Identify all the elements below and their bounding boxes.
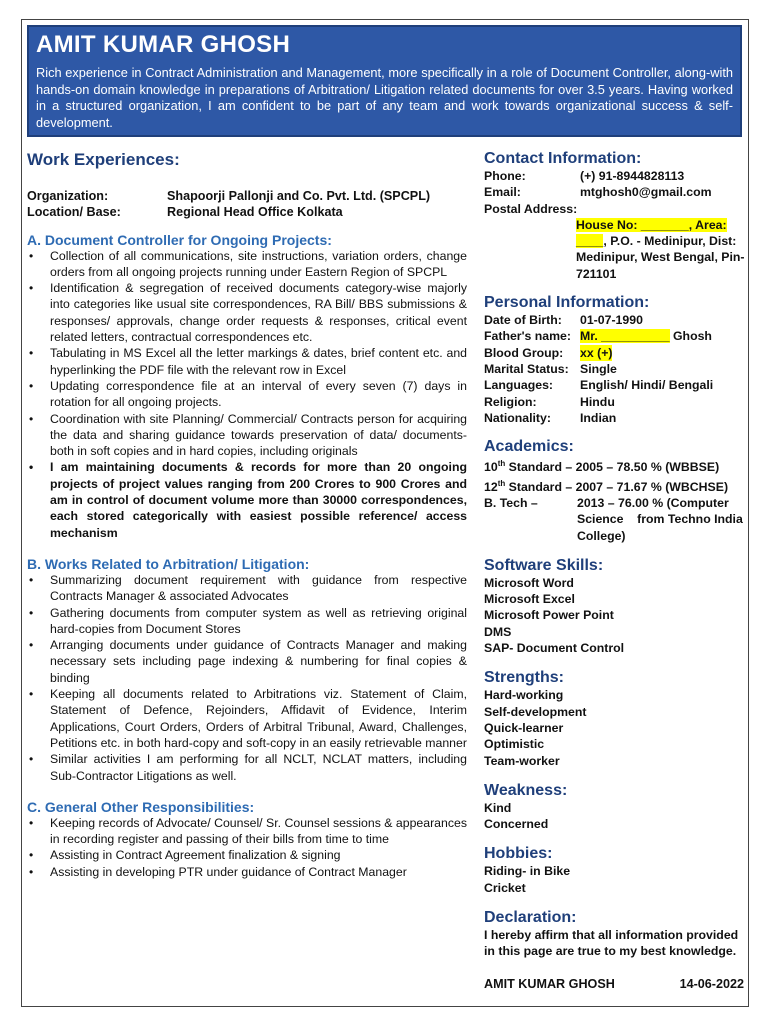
blood-label: Blood Group:	[484, 345, 564, 360]
list-item: Microsoft Excel	[484, 592, 575, 607]
father-highlight: Mr. __________	[580, 329, 670, 344]
academics-12-sup: th	[497, 478, 506, 488]
list-item: Hard-working	[484, 688, 564, 703]
list-item: • Gathering documents from computer system as well as retrieving original hard-copies from Document Stores	[27, 605, 467, 638]
academics-title: Academics:	[484, 438, 574, 456]
religion-value: Hindu	[580, 394, 615, 409]
list-item: • Summarizing document requirement with guidance from respective Contracts Manager & associated Advocates	[27, 572, 467, 605]
list-item: • Keeping records of Advocate/ Counsel/ Sr. Counsel sessions & appearances in recording register and passing of their bills from time to time	[27, 815, 467, 848]
nationality-label: Nationality:	[484, 410, 551, 425]
strengths-title: Strengths:	[484, 669, 564, 687]
list-item: • I am maintaining documents & records for more than 20 ongoing projects of project values ranging from 200 Crores to 900 Crores and am in control of document volume more than 30000 correspondences, each stored categorically with easiest possible reference/ access mechanism	[27, 459, 467, 540]
right-column	[484, 150, 746, 991]
signature-row	[484, 977, 744, 991]
academics-12-detail: Standard – 2007 – 71.67 % (WBCHSE)	[505, 479, 729, 494]
list-item: Team-worker	[484, 753, 560, 768]
nationality-value: Indian	[580, 410, 617, 425]
contact-block	[484, 168, 746, 282]
list-item: Concerned	[484, 817, 549, 832]
list-item: • Tabulating in MS Excel all the letter markings & dates, brief content etc. and hyperlinking the PDF file with the relevant row in Excel	[27, 345, 467, 378]
academics-12-num: 12	[484, 479, 498, 494]
header-banner	[27, 25, 742, 137]
phone-label: Phone:	[484, 169, 526, 183]
software-title: Software Skills:	[484, 556, 604, 574]
postal-rest-2: Medinipur, West Bengal, Pin-	[576, 250, 745, 265]
weakness-list	[484, 800, 746, 833]
phone-value: (+) 91-8944828113	[580, 169, 685, 183]
list-item: Quick-learner	[484, 720, 564, 735]
academics-10-sup: th	[497, 459, 506, 469]
contact-title: Contact Information:	[484, 150, 642, 167]
list-item: • Identification & segregation of received documents category-wise majorly into categories like usual site correspondences, RA Bill/ BBS submissions & responses/ approvals, change order requests & responses, critical event related letters, contractual correspondences etc.	[27, 280, 467, 345]
list-item: • Updating correspondence file at an interval of every seven (7) days in rotation for all ongoing projects.	[27, 378, 467, 411]
father-label: Father's name:	[484, 329, 571, 344]
organization-label: Organization:	[27, 189, 109, 203]
declaration-text: I hereby affirm that all information provided in this page are true to my best knowledge.	[484, 927, 739, 959]
weakness-title: Weakness:	[484, 781, 568, 799]
list-item: • Assisting in Contract Agreement finalization & signing	[27, 847, 467, 863]
list-item: • Assisting in developing PTR under guidance of Contract Manager	[27, 864, 467, 880]
postal-rest-1: , P.O. - Medinipur, Dist:	[603, 234, 737, 249]
list-item: Microsoft Word	[484, 575, 574, 590]
work-experience-title: Work Experiences:	[27, 150, 180, 169]
dob-label: Date of Birth:	[484, 313, 562, 328]
list-item: • Keeping all documents related to Arbitrations viz. Statement of Claim, Statement of Defence, Rejoinders, Affidavit of Evidence, Interim Applications, Court Orders, Orders of Arbitral Tribunal, Award, Challenges, Petitions etc. in both hard-copy and soft-copy in an easily retrievable manner	[27, 686, 467, 751]
blood-value: xx (+)	[580, 345, 613, 360]
section-c-list	[27, 815, 467, 880]
location-label: Location/ Base:	[27, 205, 121, 220]
languages-label: Languages:	[484, 378, 554, 393]
declaration-date: 14-06-2022	[679, 976, 744, 991]
declaration-title: Declaration:	[484, 908, 577, 926]
personal-block	[484, 312, 746, 426]
list-item: Self-development	[484, 704, 587, 719]
postal-label: Postal Address:	[484, 201, 578, 216]
hobbies-list	[484, 863, 746, 896]
academics-10-detail: Standard – 2005 – 78.50 % (WBBSE)	[505, 460, 720, 475]
section-c-title: C. General Other Responsibilities:	[27, 798, 255, 815]
list-item: Cricket	[484, 880, 526, 895]
academics-row-btech	[484, 495, 746, 544]
btech-line-2: Science from Techno India	[577, 512, 743, 527]
list-item: • Arranging documents under guidance of Contracts Manager and making necessary sets including page indexing & numbering for final copies & binding	[27, 637, 467, 686]
section-b-list	[27, 572, 467, 784]
list-item: • Similar activities I am performing for all NCLT, NCLAT matters, including Sub-Contractor Litigations as well.	[27, 751, 467, 784]
email-value: mtghosh0@gmail.com	[580, 185, 712, 200]
organization-row	[27, 188, 467, 204]
religion-label: Religion:	[484, 394, 537, 409]
list-item: Riding- in Bike	[484, 864, 571, 879]
section-a-title: A. Document Controller for Ongoing Projects:	[27, 231, 332, 248]
languages-value: English/ Hindi/ Bengali	[580, 378, 714, 393]
btech-label: B. Tech –	[484, 495, 538, 510]
hobbies-title: Hobbies:	[484, 845, 553, 863]
btech-line-3: College)	[577, 528, 626, 543]
list-item: DMS	[484, 624, 512, 639]
profile-summary: Rich experience in Contract Administration and Management, more specifically in a role of Document Controller, along-with hands-on domain knowledge in preparations of Arbitration/ Litigation related documents for over 3.5 years. Having worked in a structured organization, I am confident to be part of any team and work towards organizational success & self-development.	[36, 65, 733, 130]
marital-label: Marital Status:	[484, 361, 569, 376]
personal-title: Personal Information:	[484, 294, 650, 312]
software-list	[484, 575, 746, 656]
academics-row-12th	[484, 476, 746, 495]
list-item: Microsoft Power Point	[484, 608, 614, 623]
signer-name: AMIT KUMAR GHOSH	[484, 976, 615, 991]
strengths-list	[484, 687, 746, 768]
dob-value: 01-07-1990	[580, 313, 643, 328]
btech-line-1: 2013 – 76.00 % (Computer	[577, 495, 729, 510]
list-item: Optimistic	[484, 737, 545, 752]
section-a-list	[27, 248, 467, 541]
left-column	[27, 150, 467, 880]
academics-10-num: 10	[484, 460, 498, 475]
list-item: Kind	[484, 800, 512, 815]
postal-highlight-2: ____	[576, 234, 604, 249]
list-item: • Coordination with site Planning/ Commercial/ Contracts person for acquiring the data and sharing guidance towards preservation of data/ documents- both in soft copies and in hard copies, including originals	[27, 411, 467, 460]
section-b-title: B. Works Related to Arbitration/ Litigation:	[27, 555, 310, 572]
list-item: • Collection of all communications, site instructions, variation orders, change orders from all ongoing projects running under Eastern Region of SPCPL	[27, 248, 467, 281]
marital-value: Single	[580, 361, 617, 376]
list-item: SAP- Document Control	[484, 641, 625, 656]
location-value: Regional Head Office Kolkata	[167, 205, 343, 220]
location-row	[27, 204, 467, 220]
email-label: Email:	[484, 185, 521, 200]
organization-value: Shapoorji Pallonji and Co. Pvt. Ltd. (SPCPL)	[167, 189, 431, 203]
candidate-name: AMIT KUMAR GHOSH	[36, 31, 291, 58]
postal-highlight-1: House No: _______, Area:	[576, 217, 727, 232]
postal-rest-3: 721101	[576, 266, 617, 281]
academics-block	[484, 456, 746, 544]
father-rest: Ghosh	[669, 329, 712, 344]
postal-address	[484, 217, 746, 282]
academics-row-10th	[484, 456, 746, 475]
